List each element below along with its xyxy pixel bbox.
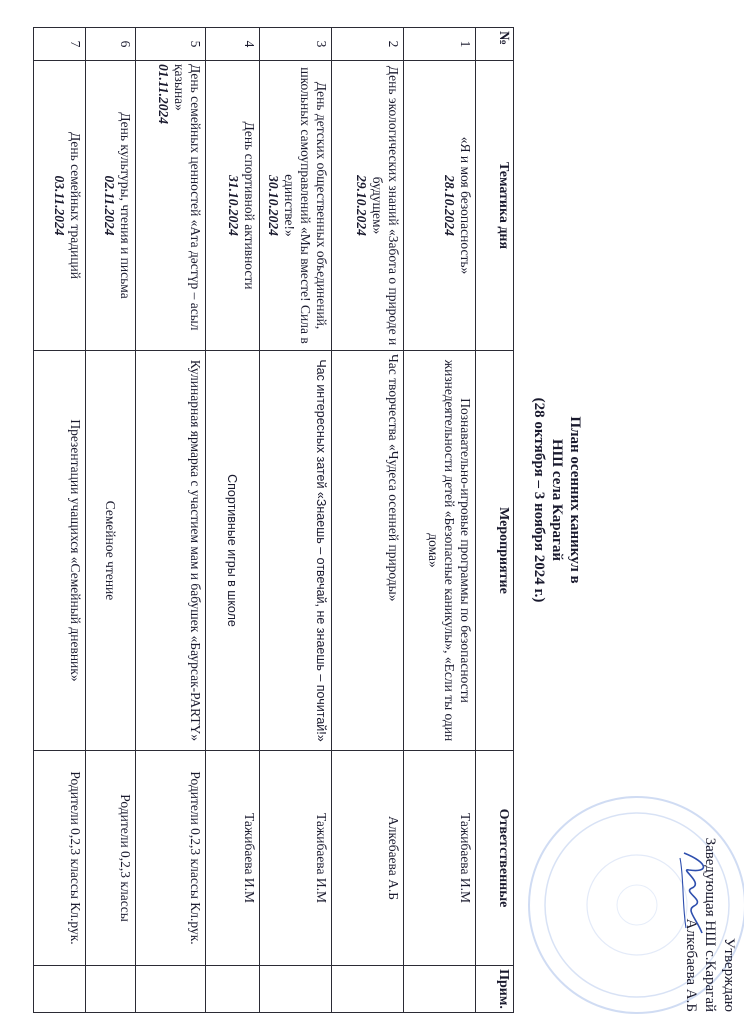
theme-text: День спортивной активности: [242, 121, 257, 290]
theme-date: 30.10.2024: [266, 175, 281, 236]
row-event: Презентации учащихся «Семейный дневник»: [34, 351, 86, 751]
row-responsible: Тажибаева И.М: [206, 751, 260, 966]
theme-text: День культуры, чтения и письма: [118, 112, 133, 299]
table-row: [332, 28, 404, 1013]
row-note: [404, 966, 476, 1013]
table-row: [260, 28, 332, 1013]
table-row: [136, 28, 206, 1013]
table-row: [86, 28, 136, 1013]
row-event: Семейное чтение: [86, 351, 136, 751]
row-theme: [34, 61, 86, 351]
theme-date: 01.11.2024: [156, 64, 171, 125]
row-responsible: Тажибаева И.М: [404, 751, 476, 966]
row-note: [136, 966, 206, 1013]
row-num: 1: [404, 28, 476, 61]
row-theme: [206, 61, 260, 351]
table-row: [206, 28, 260, 1013]
theme-date: 29.10.2024: [354, 175, 369, 236]
row-num: 5: [136, 28, 206, 61]
row-num: 4: [206, 28, 260, 61]
title-line-2: НШ села Карагай: [549, 438, 565, 562]
theme-text: День семейных традиций: [68, 131, 83, 280]
row-event: Кулинарная ярмарка с участием мам и бабушек «Баурсак-PARTY»: [136, 351, 206, 751]
row-theme: [404, 61, 476, 351]
row-note: [86, 966, 136, 1013]
title-line-1: План осенних каникул в: [567, 416, 583, 584]
table-row: [404, 28, 476, 1013]
approval-line-3: Алкебаева А.Б: [683, 918, 699, 1012]
row-responsible: Родители 0,2,3 классы Кл.рук.: [34, 751, 86, 966]
row-event: Спортивные игры в школе: [206, 351, 260, 751]
row-note: [332, 966, 404, 1013]
row-theme: [86, 61, 136, 351]
theme-text: «Я и моя безопасность»: [458, 136, 473, 275]
theme-date: 02.11.2024: [102, 175, 117, 236]
theme-text: День семейных ценностей «Ата дәстүр – асыл қазына»: [172, 64, 203, 331]
signature: [674, 848, 714, 938]
plan-table: [33, 27, 514, 1013]
row-theme: [332, 61, 404, 351]
header-event: Мероприятие: [476, 351, 514, 751]
page-title: [530, 300, 584, 700]
row-num: 7: [34, 28, 86, 61]
theme-date: 28.10.2024: [442, 175, 457, 236]
header-note: Прим.: [476, 966, 514, 1013]
row-theme: [260, 61, 332, 351]
approval-line-2: Заведующая НШ с.Карагай: [702, 837, 718, 1012]
row-event: Час интересных затей «Знаешь – отвечай, не знаешь – почитай!»: [260, 351, 332, 751]
theme-date: 31.10.2024: [226, 175, 241, 236]
row-event: Познавательно-игровые программы по безопасности жизнедеятельности детей «Безопасные каникулы», «Если ты один дома»: [404, 351, 476, 751]
row-note: [34, 966, 86, 1013]
row-event: Час творчества «Чудеса осенней природы»: [332, 351, 404, 751]
table-row: [34, 28, 86, 1013]
title-line-3: (28 октября – 3 ноября 2024 г.): [531, 397, 547, 603]
row-num: 3: [260, 28, 332, 61]
row-num: 2: [332, 28, 404, 61]
header-theme: Тематика дня: [476, 61, 514, 351]
header-responsible: Ответственные: [476, 751, 514, 966]
theme-text: День экологических знаний «Забота о природе и будущем»: [370, 65, 401, 346]
approval-line-1: Утверждаю: [721, 937, 737, 1012]
theme-text: День детских общественных объединений, школьных самоуправлений «Мы вместе! Сила в единстве!»: [282, 67, 329, 344]
row-responsible: Родители 0,2,3 классы: [86, 751, 136, 966]
row-theme: [136, 61, 206, 351]
table-header-row: [476, 28, 514, 1013]
row-responsible: Тажибаева И.М: [260, 751, 332, 966]
row-note: [260, 966, 332, 1013]
row-note: [206, 966, 260, 1013]
row-responsible: Алкебаева А.Б: [332, 751, 404, 966]
theme-date: 03.11.2024: [52, 175, 67, 236]
row-num: 6: [86, 28, 136, 61]
header-num: №: [476, 28, 514, 61]
row-responsible: Родители 0,2,3 классы Кл.рук.: [136, 751, 206, 966]
